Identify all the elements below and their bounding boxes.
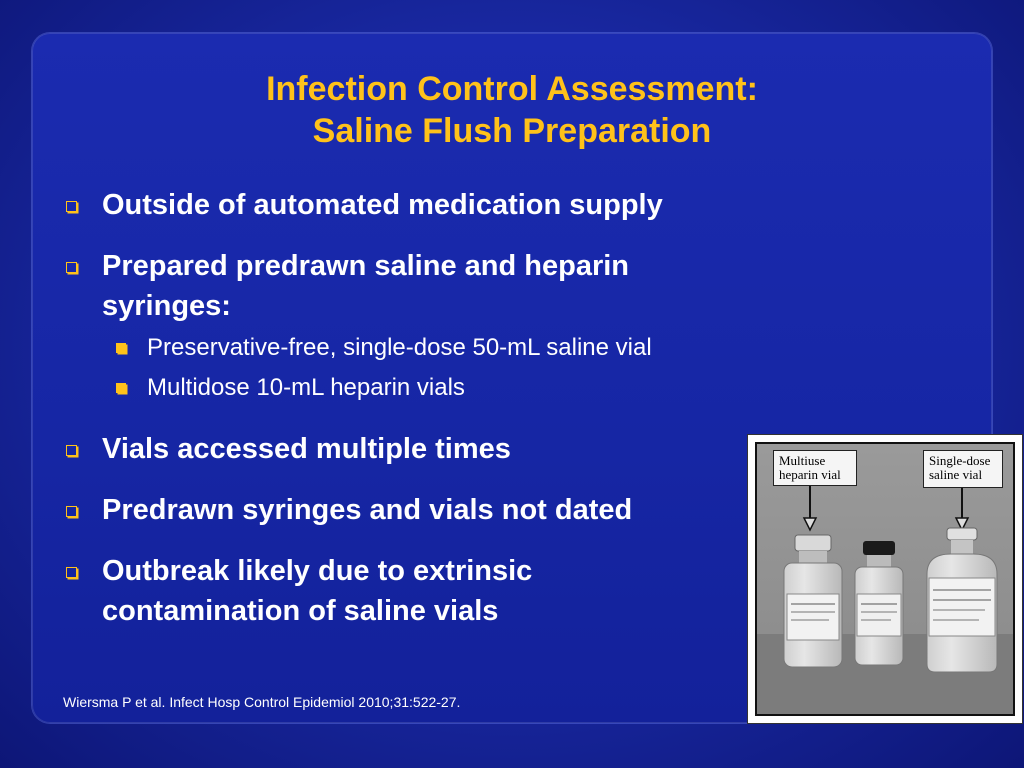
vial-photo-frame xyxy=(747,434,1023,724)
bullet-text: Outside of automated medication supply xyxy=(102,189,663,221)
bullet-text: Vials accessed multiple times xyxy=(102,433,511,465)
hollow-square-bullet-icon xyxy=(66,445,77,456)
title-line-1: Infection Control Assessment: xyxy=(266,70,758,108)
sub-bullet-item xyxy=(102,328,762,368)
sub-bullet-text: Preservative-free, single-dose 50-mL saline vial xyxy=(147,334,652,361)
bullet-item xyxy=(62,490,762,530)
slide-title xyxy=(0,68,1024,152)
bullet-text: Outbreak likely due to extrinsic contamination of saline vials xyxy=(102,555,533,627)
bullet-item xyxy=(62,429,762,469)
label-line: Multiuse xyxy=(779,453,826,468)
vial-photo xyxy=(755,442,1015,716)
sub-bullet-list xyxy=(102,328,762,408)
filled-square-bullet-icon xyxy=(116,383,126,393)
hollow-square-bullet-icon xyxy=(66,506,77,517)
bullet-item xyxy=(62,246,762,408)
hollow-square-bullet-icon xyxy=(66,201,77,212)
bullet-text: Predrawn syringes and vials not dated xyxy=(102,494,633,526)
sub-bullet-item xyxy=(102,368,762,408)
filled-square-bullet-icon xyxy=(116,343,126,353)
citation: Wiersma P et al. Infect Hosp Control Epidemiol 2010;31:522-27. xyxy=(63,694,461,710)
hollow-square-bullet-icon xyxy=(66,262,77,273)
bullet-text: Prepared predrawn saline and heparin syringes: xyxy=(102,250,629,322)
multiuse-heparin-label xyxy=(773,450,857,486)
label-line: Single-dose xyxy=(929,453,991,468)
hollow-square-bullet-icon xyxy=(66,567,77,578)
title-line-2: Saline Flush Preparation xyxy=(312,112,712,150)
bullet-list xyxy=(62,185,762,631)
label-line: heparin vial xyxy=(779,467,841,482)
label-line: saline vial xyxy=(929,467,983,482)
single-dose-saline-label xyxy=(923,450,1003,488)
bullet-item xyxy=(62,551,662,631)
bullet-item xyxy=(62,185,762,225)
sub-bullet-text: Multidose 10-mL heparin vials xyxy=(147,374,465,401)
